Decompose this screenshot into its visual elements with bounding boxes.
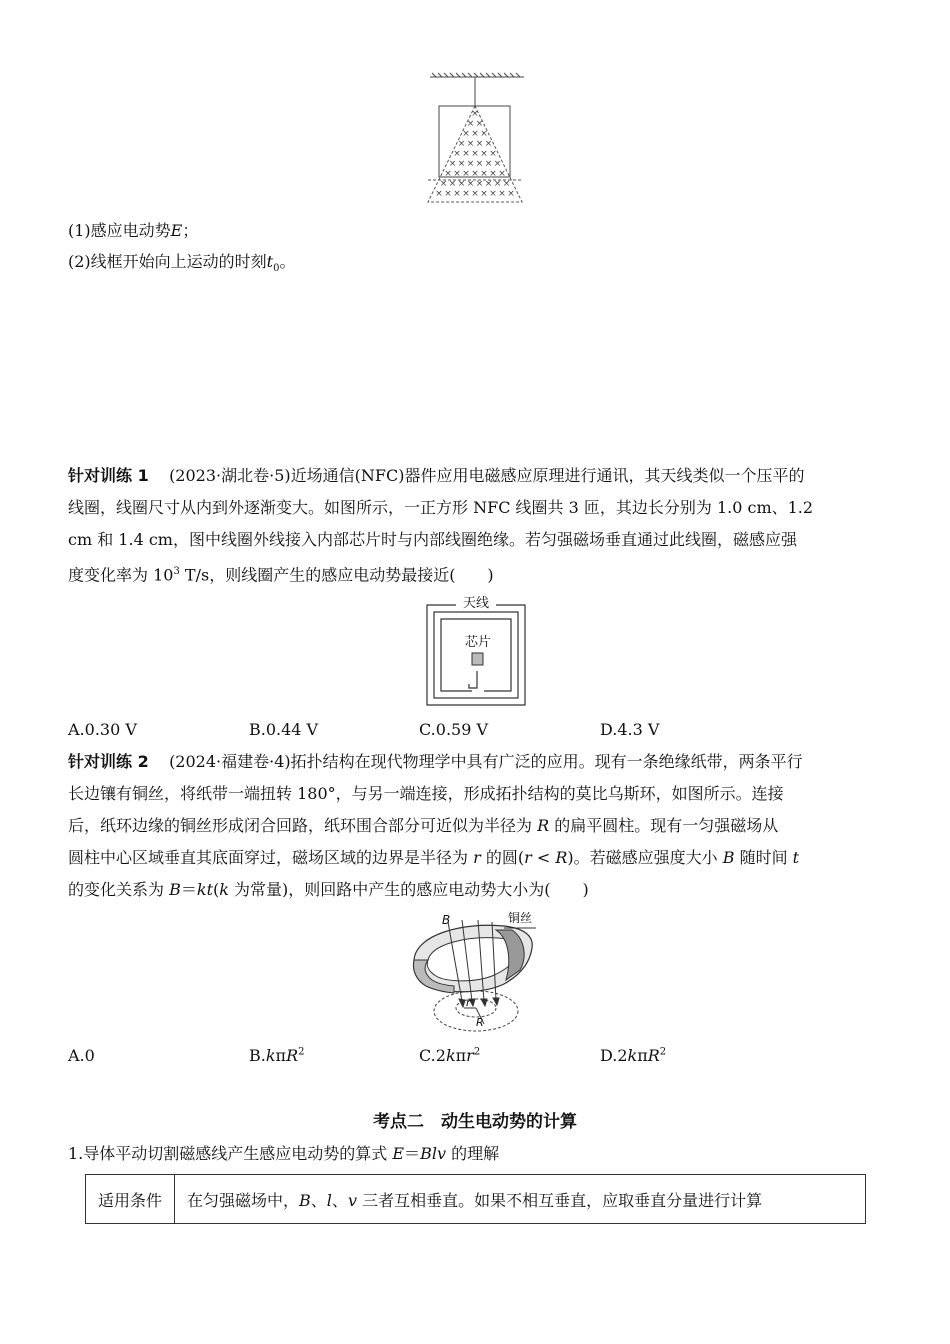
option-b-k: k: [265, 1046, 276, 1065]
field-cross: ×: [471, 149, 479, 159]
field-cross: ×: [444, 169, 452, 179]
field-cross: ×: [484, 159, 493, 169]
field-cross: ×: [493, 179, 502, 189]
option-d-sup: 2: [659, 1046, 667, 1058]
exercise2-option-b[interactable]: [249, 1046, 304, 1065]
figure-hanging-frame: [420, 70, 540, 210]
label-r: r: [466, 996, 471, 1009]
exercise2-line5: [68, 879, 589, 901]
exercise2-text5c: 为常量)，则回路中产生的感应电动势大小为( ): [228, 880, 589, 899]
question-2: [68, 251, 296, 280]
figure-mobius-ring: [404, 908, 554, 1036]
field-cross: ×: [489, 149, 497, 159]
option-d-R: R: [647, 1046, 660, 1065]
item1-text-b: 的理解: [445, 1144, 500, 1163]
exercise1-line4: [68, 561, 494, 586]
exercise2-var-B2: B: [169, 880, 181, 899]
field-cross: ×: [448, 179, 457, 189]
exercise1-text4a: 度变化率为 10: [68, 565, 174, 585]
exercise2-text5a: 的变化关系为: [68, 880, 170, 899]
field-cross: ×: [493, 159, 502, 169]
exercise2-line3: [68, 815, 778, 837]
field-cross: ×: [498, 169, 506, 179]
exercise2-text1: (2024·福建卷·4)拓扑结构在现代物理学中具有广泛的应用。现有一条绝缘纸带，两条平行: [169, 752, 803, 771]
field-cross: ×: [489, 189, 497, 199]
field-cross: ×: [471, 189, 479, 199]
option-d-k: k: [627, 1046, 638, 1065]
label-R: R: [476, 1016, 484, 1029]
item1-text-a: 1.导体平动切割磁感线产生感应电动势的算式: [68, 1144, 393, 1163]
exercise2-text4b: 的圆(: [480, 848, 525, 867]
field-cross: ×: [466, 139, 475, 149]
field-cross: ×: [462, 189, 470, 199]
option-a-text: A.0: [68, 1046, 95, 1065]
item1-E: E: [392, 1144, 405, 1163]
exercise2-line1: [68, 751, 803, 773]
field-cross: ×: [475, 119, 484, 129]
exercise2-var-r: r: [473, 848, 481, 867]
exercise1-option-c[interactable]: C.0.59 V: [419, 720, 489, 739]
field-cross: ×: [484, 179, 493, 189]
exercise1-label: 针对训练 1: [68, 466, 149, 485]
ceiling-hatch: [430, 73, 524, 77]
chip-lead: [469, 671, 477, 688]
condition-table: [85, 1174, 866, 1224]
exercise2-var-R: R: [537, 816, 550, 835]
chip-square: [472, 653, 483, 665]
field-cross: ×: [457, 179, 466, 189]
section-title: 考点二 动生电动势的计算: [373, 1112, 577, 1132]
exercise2-paren: (: [213, 880, 220, 899]
exercise2-label: 针对训练 2: [68, 752, 149, 771]
exercise1-line2: 线圈，线圈尺寸从内到外逐渐变大。如图所示，一正方形 NFC 线圈共 3 匝，其边长分别为 1.0 cm、1.2: [68, 498, 814, 517]
q2-var: t: [266, 252, 274, 271]
table-text-b: 三者互相垂直。如果不相互垂直，应取垂直分量进行计算: [356, 1190, 763, 1210]
exercise2-var-R2: R: [555, 848, 568, 867]
field-cross: ×: [502, 179, 511, 189]
label-antenna: 天线: [462, 596, 490, 611]
exercise2-eq: ＝: [180, 880, 197, 899]
exercise2-option-a[interactable]: [68, 1046, 95, 1065]
table-v: v: [347, 1190, 357, 1210]
table-content-cell: [175, 1175, 866, 1224]
field-cross: ×: [462, 169, 470, 179]
table-row: [86, 1175, 866, 1224]
exercise2-option-d[interactable]: [600, 1046, 666, 1065]
q1-suffix: ；: [182, 221, 199, 240]
field-cross: ×: [439, 179, 448, 189]
field-cross: ×: [462, 129, 470, 139]
exercise2-lt: <: [531, 848, 556, 867]
field-crosses: [435, 109, 515, 199]
section2-item1: [68, 1143, 499, 1165]
exercise2-text4a: 圆柱中心区域垂直其底面穿过，磁场区域的边界是半径为: [68, 848, 474, 867]
q2-text: (2)线框开始向上运动的时刻: [68, 252, 267, 271]
field-cross: ×: [435, 189, 443, 199]
label-chip: 芯片: [464, 635, 492, 650]
field-cross: ×: [471, 169, 479, 179]
field-cross: ×: [498, 189, 506, 199]
table-B: B: [299, 1190, 311, 1210]
option-d-pi: π: [637, 1046, 648, 1065]
q2-sub: 0: [273, 263, 280, 275]
field-cross: ×: [475, 159, 484, 169]
item1-eq: ＝: [404, 1144, 421, 1163]
field-cross: ×: [471, 129, 479, 139]
question-1: [68, 220, 198, 242]
field-cross: ×: [507, 189, 515, 199]
exercise2-var-k: k: [219, 880, 229, 899]
exercise2-text4d: 随时间: [734, 848, 793, 867]
exercise2-line2: 长边镶有铜丝，将纸带一端扭转 180°，与另一端连接，形成拓扑结构的莫比乌斯环，如图所示。连接: [68, 784, 784, 803]
field-cross: ×: [475, 179, 484, 189]
exercise2-text4c: )。若磁感应强度大小: [567, 848, 723, 867]
table-text-a: 在匀强磁场中，: [187, 1190, 300, 1210]
exercise1-option-b[interactable]: B.0.44 V: [249, 720, 319, 739]
exercise2-var-t: t: [792, 848, 800, 867]
field-cross: ×: [453, 189, 461, 199]
option-b-pi: π: [275, 1046, 287, 1065]
option-c-prefix: C.2: [419, 1046, 446, 1065]
field-cross: ×: [466, 179, 475, 189]
q1-text: (1)感应电动势: [68, 221, 171, 240]
option-b-sup: 2: [298, 1046, 305, 1058]
exercise1-sup: 3: [173, 566, 180, 577]
exercise1-option-a[interactable]: A.0.30 V: [68, 720, 137, 739]
option-c-k: k: [445, 1046, 456, 1065]
field-cross: ×: [484, 139, 493, 149]
field-cross: ×: [466, 159, 475, 169]
exercise1-text1: (2023·湖北卷·5)近场通信(NFC)器件应用电磁感应原理进行通讯，其天线类似一个压平的: [169, 466, 805, 485]
field-cross: ×: [444, 189, 452, 199]
field-cross: ×: [457, 139, 466, 149]
field-cross: ×: [475, 139, 484, 149]
option-b-prefix: B.: [249, 1046, 266, 1065]
q1-var: E: [170, 221, 183, 240]
field-cross: ×: [457, 159, 466, 169]
field-cross: ×: [489, 169, 497, 179]
item1-Blv: Blv: [420, 1144, 446, 1163]
exercise1-text4b: T/s，则线圈产生的感应电动势最接近( ): [179, 565, 494, 585]
field-cross: ×: [471, 109, 479, 119]
option-b-R: R: [286, 1046, 299, 1065]
field-cross: ×: [480, 189, 488, 199]
field-cross: ×: [453, 149, 461, 159]
exercise2-option-c[interactable]: [419, 1046, 480, 1065]
q2-suffix: 。: [279, 252, 296, 271]
field-cross: ×: [448, 159, 457, 169]
option-c-r: r: [466, 1046, 474, 1065]
field-cross: ×: [480, 169, 488, 179]
figure-nfc-coil: [422, 592, 532, 710]
label-B: B: [442, 913, 451, 927]
exercise1-option-d[interactable]: D.4.3 V: [600, 720, 660, 739]
exercise1-line3: cm 和 1.4 cm，图中线圈外线接入内部芯片时与内部线圈绝缘。若匀强磁场垂直通过此线圈，磁感应强: [68, 530, 797, 549]
label-copper: 铜丝: [508, 911, 533, 925]
field-cross: ×: [480, 149, 488, 159]
field-cross: ×: [453, 169, 461, 179]
field-cross: ×: [466, 119, 475, 129]
exercise2-text3b: 的扁平圆柱。现有一匀强磁场从: [549, 816, 779, 835]
exercise2-var-kt: kt: [196, 880, 213, 899]
exercise2-var-r2: r: [524, 848, 532, 867]
exercise2-line4: [68, 847, 799, 869]
field-cross: ×: [462, 149, 470, 159]
exercise1-line1: [68, 465, 804, 487]
table-label-cell: 适用条件: [86, 1175, 175, 1224]
table-sep1: 、: [310, 1190, 327, 1210]
exercise2-var-B: B: [722, 848, 735, 867]
option-c-sup: 2: [473, 1046, 481, 1058]
exercise2-text3a: 后，纸环边缘的铜丝形成闭合回路，纸环围合部分可近似为半径为: [68, 816, 538, 835]
table-sep2: 、: [331, 1190, 348, 1210]
table-l: l: [326, 1190, 332, 1210]
option-c-pi: π: [455, 1046, 467, 1065]
field-cross: ×: [480, 129, 488, 139]
option-d-prefix: D.2: [600, 1046, 628, 1065]
